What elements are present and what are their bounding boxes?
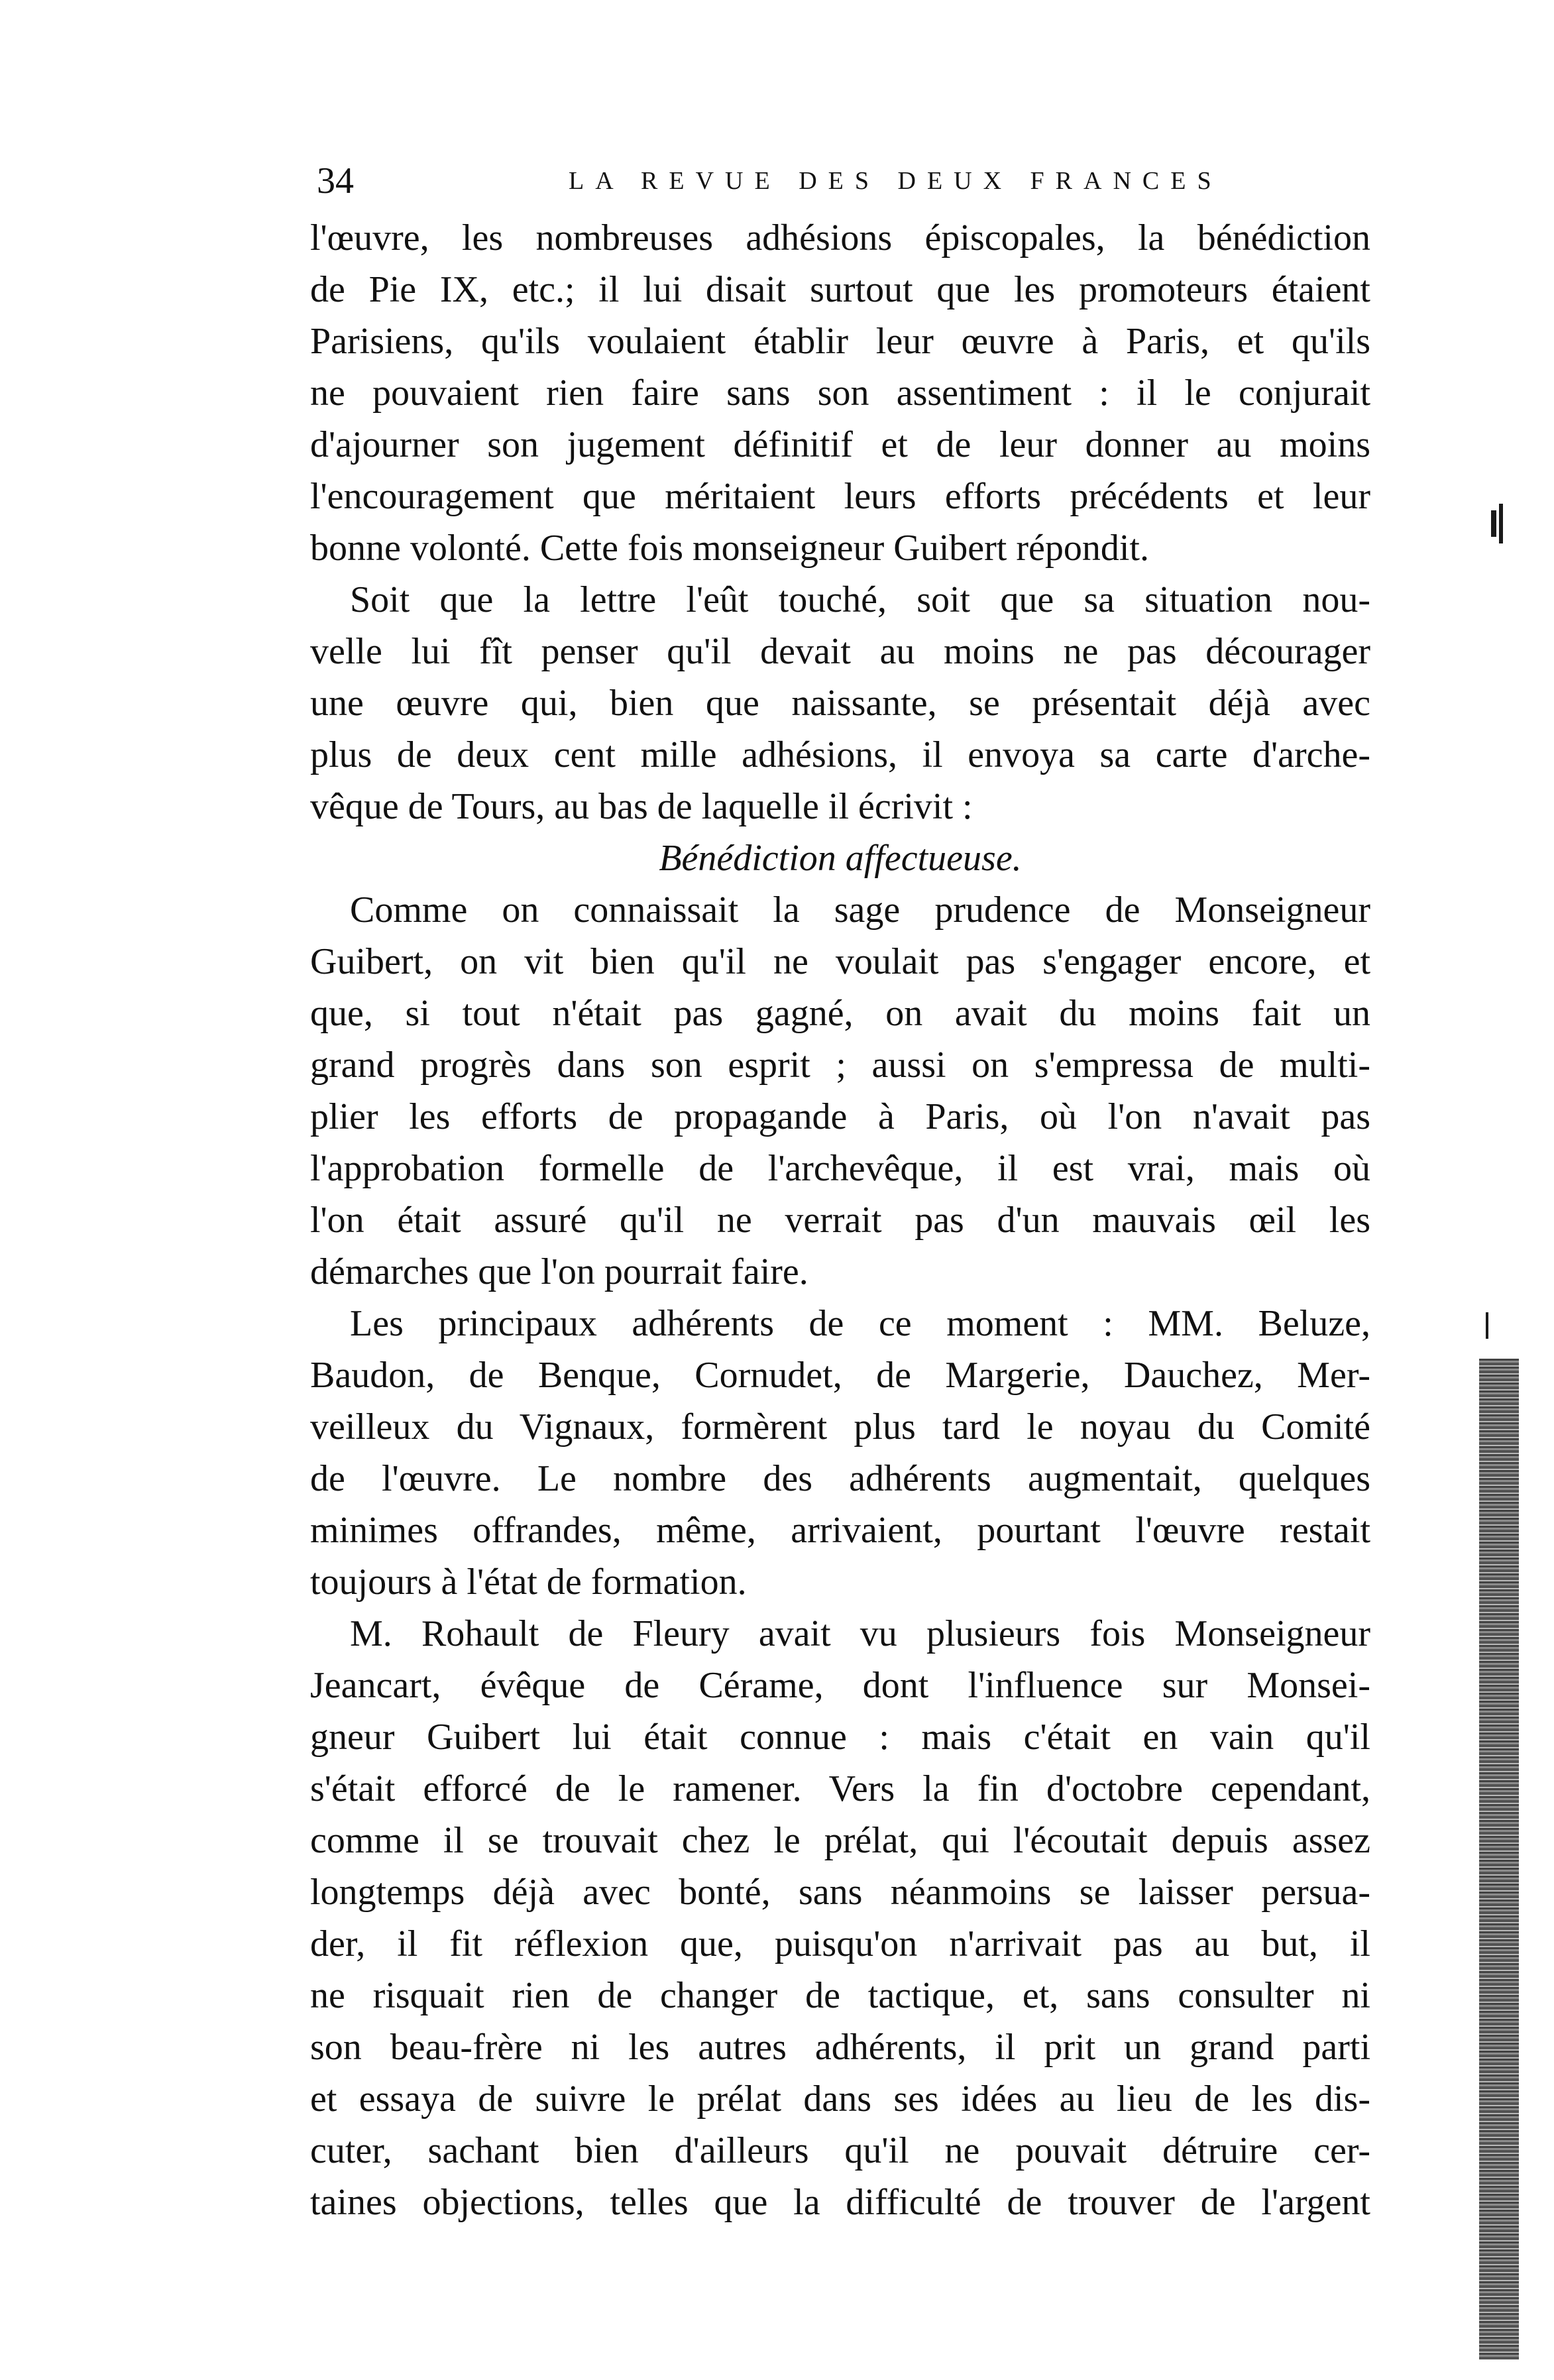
text-line: l'on était assuré qu'il ne verrait pas d'un mauvais œil les <box>310 1200 1370 1241</box>
text-line: ne risquait rien de changer de tactique, et, sans consulter ni <box>310 1975 1370 2016</box>
page-edge-artifact <box>1479 1359 1519 2359</box>
text-line: s'était efforcé de le ramener. Vers la fin d'octobre cependant, <box>310 1768 1370 1809</box>
text-line: Guibert, on vit bien qu'il ne voulait pas s'engager encore, et <box>310 941 1370 982</box>
text-line: Baudon, de Benque, Cornudet, de Margerie, Dauchez, Mer- <box>310 1355 1370 1396</box>
text-line: l'encouragement que méritaient leurs efforts précédents et leur <box>310 476 1370 517</box>
text-line: vêque de Tours, au bas de laquelle il écrivit : <box>310 786 973 827</box>
text-line: et essaya de suivre le prélat dans ses idées au lieu de les dis- <box>310 2078 1370 2120</box>
text-line: ne pouvaient rien faire sans son assentiment : il le conjurait <box>310 372 1370 414</box>
text-line: M. Rohault de Fleury avait vu plusieurs fois Monseigneur <box>350 1613 1370 1654</box>
text-line: d'ajourner son jugement définitif et de leur donner au moins <box>310 424 1370 465</box>
scan-mark <box>1491 510 1496 537</box>
text-line: cuter, sachant bien d'ailleurs qu'il ne pouvait détruire cer- <box>310 2130 1370 2171</box>
page-number: 34 <box>317 160 354 201</box>
text-line: minimes offrandes, même, arrivaient, pourtant l'œuvre restait <box>310 1510 1370 1551</box>
text-line: Les principaux adhérents de ce moment : MM. Beluze, <box>350 1303 1370 1344</box>
scan-mark <box>1499 504 1503 543</box>
text-line: de Pie IX, etc.; il lui disait surtout que les promoteurs étaient <box>310 269 1370 310</box>
text-line: veilleux du Vignaux, formèrent plus tard le noyau du Comité <box>310 1406 1370 1447</box>
text-line: l'œuvre, les nombreuses adhésions épiscopales, la bénédiction <box>310 217 1370 258</box>
text-line: l'approbation formelle de l'archevêque, il est vrai, mais où <box>310 1148 1370 1189</box>
text-line: Comme on connaissait la sage prudence de Monseigneur <box>350 889 1370 931</box>
text-line: velle lui fît penser qu'il devait au moins ne pas décourager <box>310 631 1370 672</box>
text-line: grand progrès dans son esprit ; aussi on s'empressa de multi- <box>310 1045 1370 1086</box>
text-line: de l'œuvre. Le nombre des adhérents augmentait, quelques <box>310 1458 1370 1499</box>
text-line: son beau-frère ni les autres adhérents, il prit un grand parti <box>310 2027 1370 2068</box>
text-line: toujours à l'état de formation. <box>310 1561 747 1603</box>
text-line: Parisiens, qu'ils voulaient établir leur œuvre à Paris, et qu'ils <box>310 321 1370 362</box>
text-line: que, si tout n'était pas gagné, on avait du moins fait un <box>310 993 1370 1034</box>
text-line: plus de deux cent mille adhésions, il envoya sa carte d'arche- <box>310 734 1370 775</box>
text-line: plier les efforts de propagande à Paris, où l'on n'avait pas <box>310 1096 1370 1137</box>
text-line: bonne volonté. Cette fois monseigneur Guibert répondit. <box>310 528 1149 569</box>
text-line: une œuvre qui, bien que naissante, se présentait déjà avec <box>310 683 1370 724</box>
scan-mark <box>1486 1312 1488 1339</box>
text-line: longtemps déjà avec bonté, sans néanmoins se laisser persua- <box>310 1872 1370 1913</box>
text-line: comme il se trouvait chez le prélat, qui l'écoutait depuis assez <box>310 1820 1370 1861</box>
text-line: démarches que l'on pourrait faire. <box>310 1251 808 1292</box>
text-line: Soit que la lettre l'eût touché, soit que sa situation nou- <box>350 579 1370 620</box>
text-line: Jeancart, évêque de Cérame, dont l'influence sur Monsei- <box>310 1665 1370 1706</box>
text-line: gneur Guibert lui était connue : mais c'était en vain qu'il <box>310 1717 1370 1758</box>
running-head: LA REVUE DES DEUX FRANCES <box>569 167 1223 195</box>
text-line: taines objections, telles que la difficulté de trouver de l'argent <box>310 2182 1370 2223</box>
text-line: der, il fit réflexion que, puisqu'on n'arrivait pas au but, il <box>310 1923 1370 1964</box>
italic-quote: Bénédiction affectueuse. <box>659 838 1022 879</box>
